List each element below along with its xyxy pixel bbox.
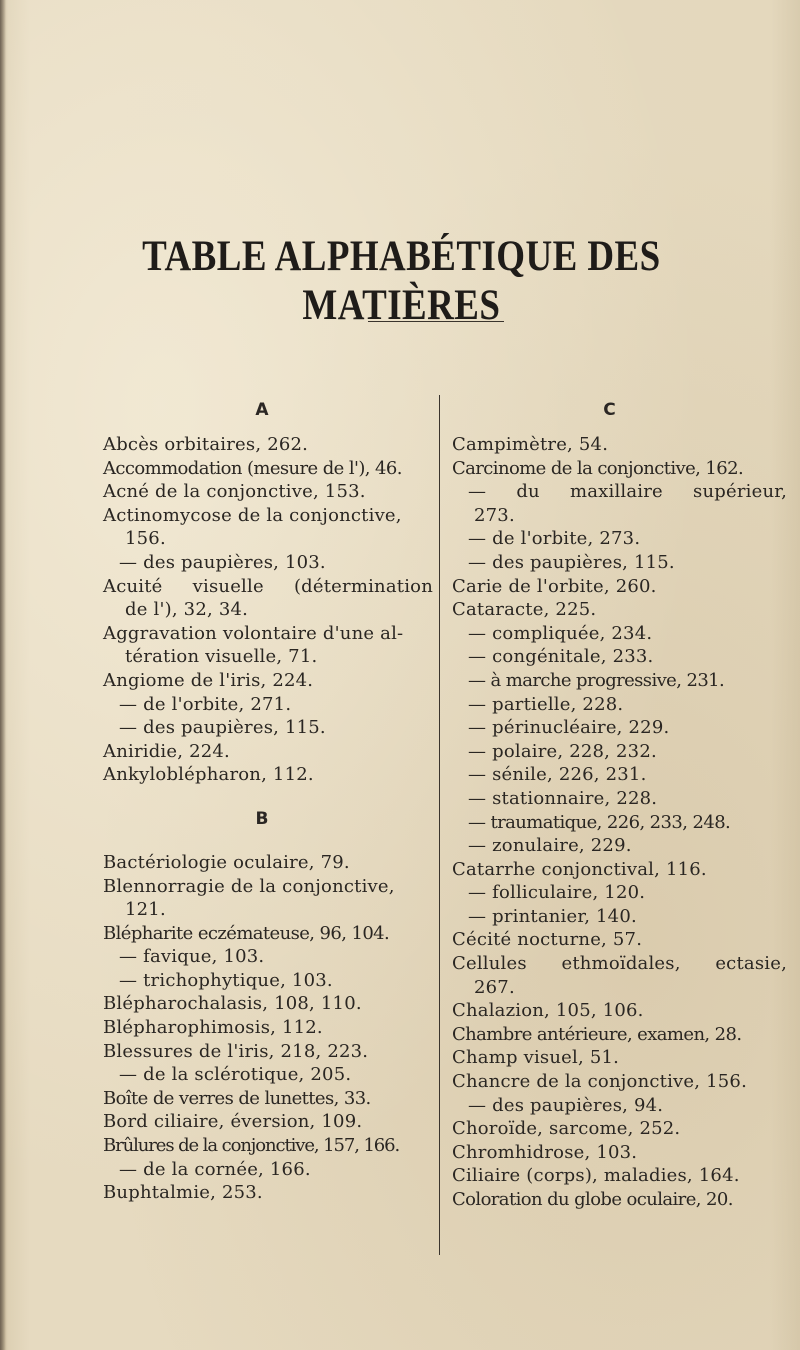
index-entry: Cellules ethmoïdales, ectasie, [452,953,787,975]
index-entry: Champ visuel, 51. [452,1047,620,1069]
index-entry: — folliculaire, 120. [468,882,646,904]
index-entry: Chancre de la conjonctive, 156. [452,1071,747,1093]
index-entry: — de l'orbite, 273. [468,528,641,550]
index-entry: Angiome de l'iris, 224. [103,669,314,691]
index-entry: 273. [474,504,515,526]
index-entry: Aggravation volontaire d'une al- [103,622,404,644]
index-entry: Carie de l'orbite, 260. [452,575,657,597]
index-entry: Acuité visuelle (détermination [103,575,433,597]
index-entry: — trichophytique, 103. [119,969,333,991]
page-title: TABLE ALPHABÉTIQUE DES MATIÈRES [142,233,661,329]
index-entry: Blépharite eczémateuse, 96, 104. [103,922,390,944]
index-entry: Chromhidrose, 103. [452,1141,638,1163]
index-entry: Coloration du globe oculaire, 20. [452,1189,733,1210]
index-entry: de l'), 32, 34. [125,599,249,621]
index-entry: Blépharophimosis, 112. [103,1017,323,1039]
index-entry: — compliquée, 234. [468,622,653,644]
index-entry: Campimètre, 54. [452,434,609,455]
index-entry: tération visuelle, 71. [125,646,318,668]
index-entry: Bord ciliaire, éversion, 109. [103,1111,363,1133]
index-entry: — stationnaire, 228. [468,787,658,809]
index-entry: Actinomycose de la conjonctive, [103,504,402,526]
index-entry: — de l'orbite, 271. [119,693,292,715]
index-entry: — des paupières, 115. [468,551,675,573]
index-entry: Carcinome de la conjonctive, 162. [452,457,744,479]
index-entry: Accommodation (mesure de l'), 46. [103,457,402,479]
index-entry: Chalazion, 105, 106. [452,1000,644,1022]
index-entry: — partielle, 228. [468,693,624,715]
right-column [452,395,787,1212]
index-entry: — du maxillaire supérieur, [468,481,787,503]
index-entry: — zonulaire, 229. [468,835,632,857]
index-entry: Brûlures de la conjonctive, 157, 166. [103,1135,400,1157]
index-entry: — des paupières, 103. [119,551,326,573]
index-entry: Buphtalmie, 253. [103,1182,263,1204]
index-entry: 121. [125,899,166,921]
index-entry: Blennorragie de la conjonctive, [103,875,395,897]
page-binding-edge [0,0,6,1350]
index-entry: — favique, 103. [119,946,265,968]
index-entry: — de la sclérotique, 205. [119,1064,352,1086]
index-entry: Boîte de verres de lunettes, 33. [103,1087,371,1109]
index-entry: — printanier, 140. [468,905,637,927]
index-entry: Blépharochalasis, 108, 110. [103,993,362,1015]
index-entry: 156. [125,528,166,550]
left-column [103,395,433,1205]
index-entry: — périnucléaire, 229. [468,717,670,739]
index-entry: Catarrhe conjonctival, 116. [452,858,707,880]
index-entry: 267. [474,976,515,998]
index-entry: Aniridie, 224. [103,740,230,762]
title-rule [368,321,504,322]
index-entry: Blessures de l'iris, 218, 223. [103,1040,369,1062]
index-entry: Abcès orbitaires, 262. [103,434,309,455]
index-entry: Bactériologie oculaire, 79. [103,851,350,873]
index-entry: — des paupières, 115. [119,717,326,739]
section-letter-b: B [255,808,269,829]
index-entry: Cécité nocturne, 57. [452,929,643,951]
index-entry: Chambre antérieure, examen, 28. [452,1023,742,1045]
index-entry: Cataracte, 225. [452,599,597,621]
index-entry: Ciliaire (corps), maladies, 164. [452,1165,740,1187]
column-divider [439,395,440,1255]
index-entry: Acné de la conjonctive, 153. [103,481,366,503]
section-letter-a: A [255,400,269,420]
section-letter-c: C [603,400,616,420]
index-entry: — congénitale, 233. [468,646,654,668]
index-entry: — sénile, 226, 231. [468,764,647,786]
index-entry: — des paupières, 94. [468,1094,664,1116]
index-entry: Ankyloblépharon, 112. [103,764,314,786]
index-entry: — à marche progressive, 231. [468,669,725,691]
index-entry: — polaire, 228, 232. [468,740,657,762]
index-entry: Choroïde, sarcome, 252. [452,1118,681,1140]
index-entry: — traumatique, 226, 233, 248. [468,811,731,833]
index-entry: — de la cornée, 166. [119,1158,311,1180]
